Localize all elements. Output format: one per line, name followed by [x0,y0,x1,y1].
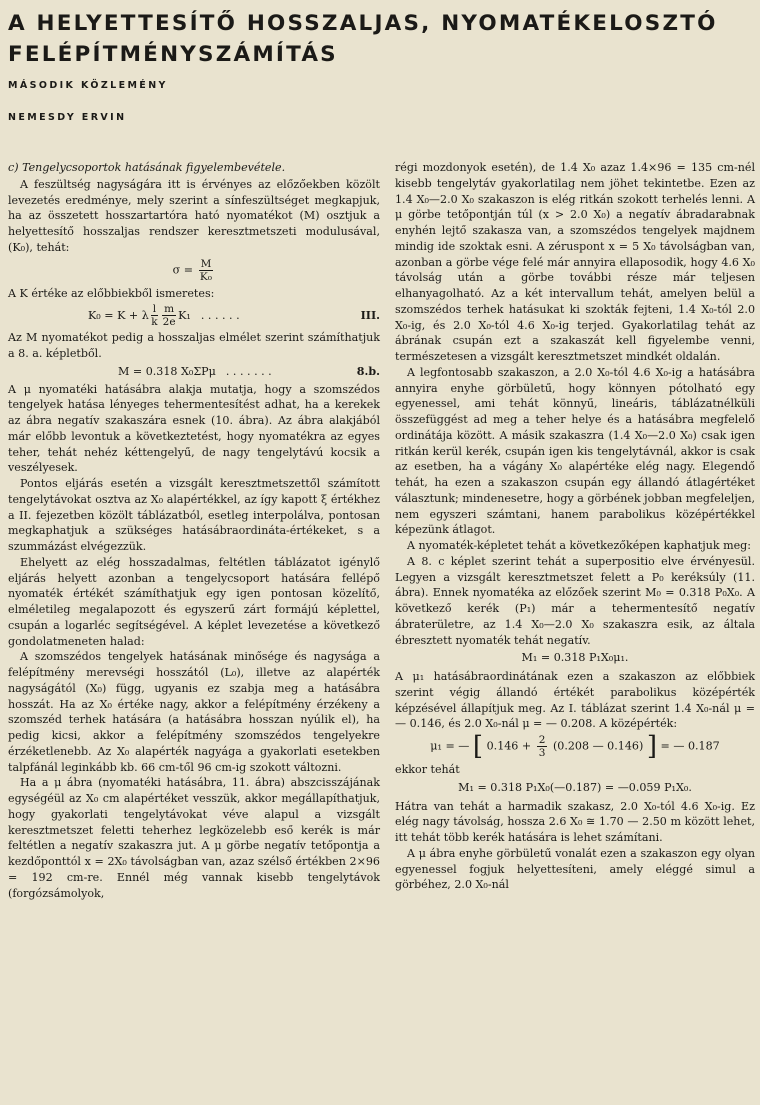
paragraph: A nyomaték-képletet tehát a következőképen kaphatjuk meg: [407,539,752,552]
equation-sigma: σ = $\frac{M}{\text{K₀}}$ [172,257,212,283]
paragraph: régi mozdonyok esetén), de 1.4 X₀ azaz 1.4×96 = 135 cm-nél kisebb tengelytáv gyakorlatilag nem jöhet tekintetbe. Ezen az 1.4 X₀—2.0 X₀ szakaszon is elég ritkán szokott terhelés lenni. A μ görbe tetőpontján túl (x > 2.0 X₀) a negatív ábradarabnak enyhén lejtő szakasza van, a szomszédos tengelyek majdnem mindig ide szoktak esni. A zéruspont x = 5 X₀ távolságban van, azonban a görbe vége felé már annyira ellaposodik, hogy 4.6 X₀ távolság után a görbe további része már teljesen elhanyagolható. Az a két intervallum tehát, amelyen belül a szomszédos terhek hatásukat ki szokták fejteni, 1.4 X₀-tól 2.0 X₀-ig, és 2.0 X₀-tól 4.6 X₀-ig terjed. Gyakorlatilag tehát az ábrának csupán ezt a szakaszát kell figyelembe venni, természetesen a vizsgált keresztmetszet mindkét oldalán. [395,161,755,363]
equation-m1-result: M₁ = 0.318 P₁X₀(—0.187) = —0.059 P₁X₀. [458,780,692,794]
paragraph: A 8. c képlet szerint tehát a superpositio elve érvényesül. Legyen a vizsgált keresztmetszet felett a P₀ keréksúly (11. ábra). Ennek nyomatéka az előzőek szerint M₀ = 0.318 P₀X₀. A következő kerék (P₁) már a tehermentesítő negatív ábraterületre, az 1.4 X₀—2.0 X₀ szakaszra esik, az általa ébresztett nyomaték tehát negatív. [395,554,755,647]
article-title-line1: A HELYETTESÍTŐ HOSSZALJAS, NYOMATÉKELOSZTÓ [8,11,718,36]
paragraph: A μ₁ hatásábraordinátának ezen a szakaszon az előbbiek szerint végig állandó értékét parabolikus középérték képzésével állapítjuk meg. Az I. táblázat szerint 1.4 X₀-nál μ = — 0.146, és 2.0 X₀-nál μ = — 0.208. A középérték: [395,670,755,731]
paragraph: Ha a μ ábra (nyomatéki hatásábra, 11. ábra) abszcisszájának egységéül az X₀ cm alapértéket vesszük, akkor megállapíthatjuk, hogy gyakorlati tengelytávokat véve alapul a vizsgált keresztmetszet feletti teherhez legközelebb eső kerék is már feltétlen a negatív szakaszra jut. A μ görbe negatív tetőpontja a kezdőponttól x = 2X₀ távolságban van, azaz szélső értékben 2×96 = 192 cm-re. Ennél még vannak kisebb tengelytávok (forgózsámolyok, [8,776,380,900]
fraction: $\frac{m}{2e}$ [162,303,176,329]
paragraph: A feszültség nagyságára itt is érvényes az előzőekben közölt levezetés eredménye, mely szerint a sínfeszültséget megkapjuk, ha az összetett hosszartartóra ható nyomatékot (M) osztjuk a helyettesítő hosszaljas rendszer keresztmetszeti modulusával, (K₀), tehát: [8,177,380,254]
paragraph: A μ nyomatéki hatásábra alakja mutatja, hogy a szomszédos tengelyek hatása lényeges tehermentesítést adhat, ha a kerekek az ábra negatív szakaszára esnek (10. ábra). Az ábra alakjából már előbb levontuk a következtetést, hogy nyomatékra az egyes teher, tehát nehéz kéttengelyű, de nagy tengelytávú kocsik a veszélyesek. [8,382,380,475]
paragraph: Ehelyett az elég hosszadalmas, feltétlen táblázatot igénylő eljárás helyett azonban a tengelycsoport hatására fellépő nyomaték értékét számíthatjuk egy igen pontosan közelítő, elméletileg megalapozott és egyszerű zárt formájú képlettel, csupán a logarléc segítségével. A képlet levezetése a következő gondolatmeneten halad: [8,555,380,648]
equation-m1: M₁ = 0.318 P₁X₀μ₁. [521,651,629,665]
paragraph: A K értéke az előbbiekből ismeretes: [8,286,215,300]
right-column [395,160,755,893]
paragraph: A μ ábra enyhe görbületű vonalát ezen a szakaszon egy olyan egyenessel fogjuk helyettesíteni, amely eléggé simul a görbéhez, 2.0 X₀-nál [395,846,755,892]
fraction: $\frac{2}{3}$ [538,734,546,759]
equation-tag: III. [360,308,380,322]
equation-8b: M = 0.318 X₀ΣPμ . . . . . . . 8.b. [118,364,380,378]
fraction: $\frac{M}{\text{K₀}}$ [199,257,212,283]
series-label: MÁSODIK KÖZLEMÉNY [8,80,168,91]
fraction: $\frac{l}{k}$ [151,303,158,329]
paragraph: Az M nyomatékot pedig a hosszaljas elmélet szerint számíthatjuk a 8. a. képletből. [8,331,380,360]
paragraph: A szomszédos tengelyek hatásának minősége és nagysága a felépítmény merevségi hosszától (L₀), illetve az alapérték nagyságától (X₀) függ, ugyanis ez szabja meg a hatásábra hosszát. Ha az X₀ értéke nagy, akkor a felépítmény érzékeny a szomszéd terhek hatására (a hatásábra hosszan nyúlik el), ha pedig kicsi, akkor a felépítmény szomszédos tengelyekre érzéketlenebb. Az X₀ alapérték nagyága a gyakorlati esetekben talpfánál leginkább kb. 66 cm-től 96 cm-ig szokott változni. [8,650,380,774]
article-header [8,8,752,70]
paragraph: A legfontosabb szakaszon, a 2.0 X₀-tól 4.6 X₀-ig a hatásábra annyira enyhe görbületű, hogy könnyen pótolható egy egyenessel, ami tehát könnyű, lineáris, táblázatnélküli összefüggést ad meg a teher helye és a hatásábra megfelelő ordinátája között. A másik szakaszra (1.4 X₀—2.0 X₀) csak igen ritkán kerül kerék, csupán igen kis tengelytávnál, akkor is csak az esetben, ha a vágány X₀ alapértéke elég nagy. Elegendő tehát, ha ezen a szakaszon csupán egy állandó átlagértéket választunk; mindenesetre, hogy a görbének jobban megfeleljen, nem egyszeri számtani, hanem parabolikus középértékkel képezünk átlagot. [395,365,755,537]
article-title-line2: FELÉPÍTMÉNYSZÁMÍTÁS [8,42,338,67]
author-name: NEMESDY ERVIN [8,112,127,123]
equation-tag: 8.b. [356,364,380,378]
paragraph: Hátra van tehát a harmadik szakasz, 2.0 X₀-tól 4.6 X₀-ig. Ez elég nagy távolság, hossza 2.6 X₀ ≅ 1.70 — 2.50 m között lehet, itt tehát több kerék hatására is lehet számítani. [395,799,755,844]
equation-iii: K₀ = K + λ $\frac{l}{k}$ $\frac{m}{2e}$ K₁ . . . . . . III. [88,303,380,329]
section-title: c) Tengelycsoportok hatásának figyelembevétele. [8,161,286,174]
paragraph: ekkor tehát [395,763,460,776]
left-column [8,160,380,901]
equation-mu1: μ₁ = — [ 0.146 + $\frac{2}{3}$ (0.208 — 0.146) ] = — 0.187 [430,731,720,762]
paragraph: Pontos eljárás esetén a vizsgált keresztmetszettől számított tengelytávokat osztva az X₀ alapértékkel, az így kapott ξ értékhez a II. fejezetben közölt táblázatból, esetleg interpolálva, pontosan megkaphatjuk a szükséges hatásábraordináta-értékeket, s a szummázást elvégezzük. [8,477,380,553]
